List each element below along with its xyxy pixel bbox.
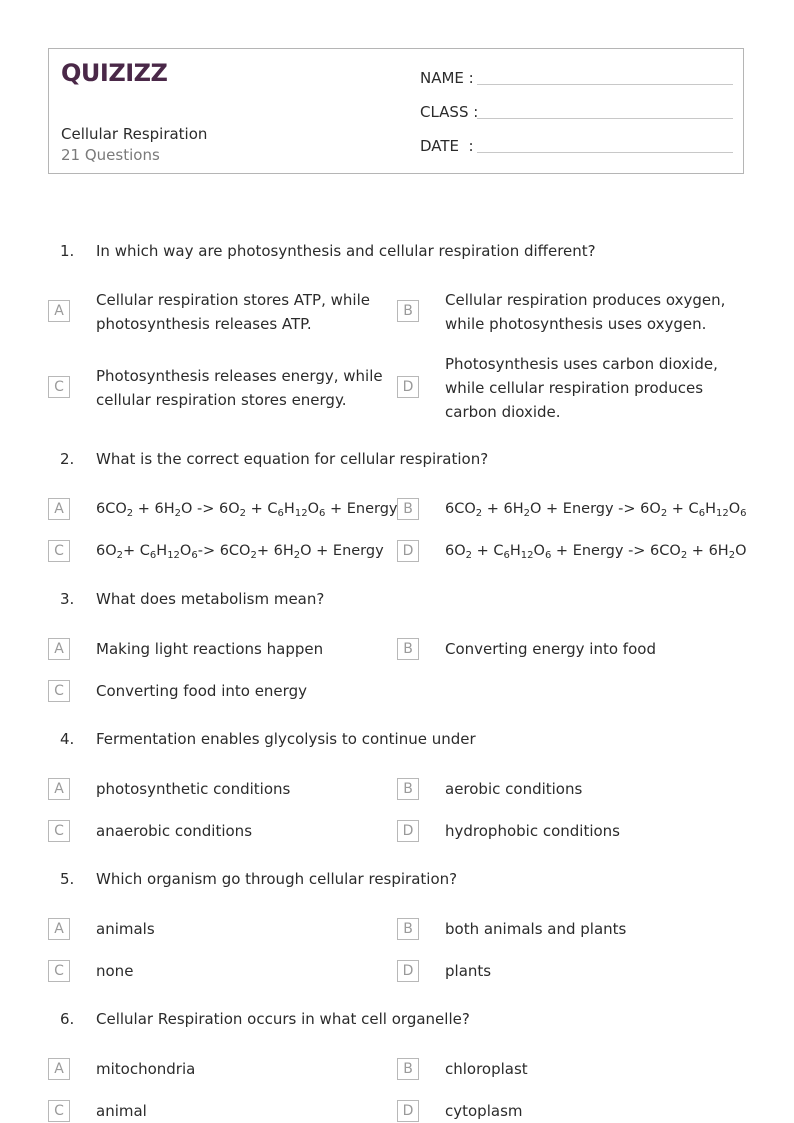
option-text: both animals and plants (445, 920, 627, 938)
subscript: 2 (680, 550, 688, 561)
subscript: 2 (660, 508, 668, 519)
worksheet-title: Cellular Respiration (61, 125, 208, 143)
subscript: 6 (698, 508, 706, 519)
question-number: 6. (60, 1010, 75, 1028)
name-field[interactable] (420, 69, 474, 87)
subscript: 2 (239, 508, 247, 519)
equation-part: O (307, 501, 319, 517)
date-field[interactable] (420, 137, 474, 155)
equation-part: 6O (96, 543, 117, 559)
equation-part: 6CO (96, 501, 127, 517)
subscript: 2 (465, 550, 473, 561)
subscript: 6 (149, 550, 157, 561)
equation-part: O + Energy -> 6O (530, 501, 661, 517)
option-letter-box[interactable]: B (397, 918, 419, 940)
option-text: none (96, 962, 134, 980)
option-letter-box[interactable]: B (397, 778, 419, 800)
question-text: Fermentation enables glycolysis to continue under (96, 730, 476, 748)
subscript: 6 (191, 550, 198, 561)
option-text: photosynthetic conditions (96, 780, 291, 798)
equation-part: H (156, 543, 168, 559)
option-letter-box[interactable]: C (48, 1100, 70, 1122)
equation-part: -> 6CO (197, 543, 251, 559)
equation-part: + Energy -> 6CO (551, 543, 681, 559)
name-line[interactable] (477, 84, 733, 85)
equation-part: 6O (445, 543, 466, 559)
equation-part: + C (246, 501, 278, 517)
equation-part: O (179, 543, 192, 559)
subscript: 2 (250, 550, 257, 561)
question-text: What does metabolism mean? (96, 590, 325, 608)
option-text: anaerobic conditions (96, 822, 253, 840)
equation-part: H (283, 501, 295, 517)
equation-part: H (509, 543, 521, 559)
date-line[interactable] (477, 152, 733, 153)
class-line[interactable] (477, 118, 733, 119)
question-text: Cellular Respiration occurs in what cell organelle? (96, 1010, 470, 1028)
equation-part: 6CO (445, 501, 476, 517)
equation-part: + 6H (133, 501, 175, 517)
option-text: Converting food into energy (96, 682, 307, 700)
option-text: cytoplasm (445, 1102, 523, 1120)
question-count: 21 Questions (61, 146, 160, 164)
subscript: 6 (318, 508, 326, 519)
option-text: Making light reactions happen (96, 640, 324, 658)
option-text: plants (445, 962, 492, 980)
quizizz-logo: QUIZIZZ (61, 59, 168, 87)
equation-part: O (728, 501, 741, 517)
class-field[interactable] (420, 103, 478, 121)
subscript: 12 (294, 508, 308, 519)
option-letter-box[interactable]: C (48, 680, 70, 702)
option-letter-box[interactable]: A (48, 778, 70, 800)
option-letter-box[interactable]: C (48, 820, 70, 842)
date-label: DATE : (420, 137, 474, 155)
name-label: NAME : (420, 69, 474, 87)
question-text: Which organism go through cellular respiration? (96, 870, 458, 888)
option-letter-box[interactable]: D (397, 820, 419, 842)
equation-part: O (735, 543, 747, 559)
subscript: 12 (715, 508, 729, 519)
subscript: 12 (520, 550, 534, 561)
option-text: chloroplast (445, 1060, 528, 1078)
equation-part: H (705, 501, 716, 517)
subscript: 2 (116, 550, 124, 561)
subscript: 6 (277, 508, 284, 519)
option-text: animals (96, 920, 155, 938)
option-letter-box[interactable]: A (48, 1058, 70, 1080)
class-label: CLASS : (420, 103, 479, 121)
equation-part: + 6H (482, 501, 524, 517)
equation-text (96, 497, 396, 521)
option-letter-box[interactable]: A (48, 300, 70, 322)
subscript: 2 (728, 550, 736, 561)
equation-part: + 6H (256, 543, 294, 559)
subscript: 6 (740, 508, 747, 519)
option-letter-box[interactable]: C (48, 540, 70, 562)
equation-part: + C (123, 543, 150, 559)
option-text: Photosynthesis uses carbon dioxide, while cellular respiration produces carbon dioxide. (445, 355, 718, 421)
equation-part: + 6H (687, 543, 729, 559)
subscript: 2 (174, 508, 182, 519)
question-text: In which way are photosynthesis and cellular respiration different? (96, 242, 596, 260)
subscript: 2 (523, 508, 531, 519)
option-letter-box[interactable]: B (397, 300, 419, 322)
equation-part: + C (472, 543, 504, 559)
option-text: Cellular respiration produces oxygen, while photosynthesis uses oxygen. (445, 291, 726, 333)
option-letter-box[interactable]: D (397, 1100, 419, 1122)
option-letter-box[interactable]: B (397, 638, 419, 660)
equation-part: O + Energy (300, 543, 384, 559)
option-text: animal (96, 1102, 147, 1120)
option-letter-box[interactable]: A (48, 918, 70, 940)
question-number: 1. (60, 242, 75, 260)
option-text: Cellular respiration stores ATP, while photosynthesis releases ATP. (96, 291, 370, 333)
subscript: 2 (293, 550, 301, 561)
equation-text (96, 539, 396, 563)
subscript: 2 (126, 508, 134, 519)
option-letter-box[interactable]: C (48, 960, 70, 982)
question-number: 4. (60, 730, 75, 748)
subscript: 2 (475, 508, 483, 519)
option-text: hydrophobic conditions (445, 822, 620, 840)
subscript: 6 (544, 550, 552, 561)
equation-part: O (533, 543, 545, 559)
equation-part: O -> 6O (181, 501, 240, 517)
option-text: Photosynthesis releases energy, while cellular respiration stores energy. (96, 367, 383, 409)
option-letter-box[interactable]: A (48, 638, 70, 660)
subscript: 6 (503, 550, 510, 561)
equation-text (445, 497, 745, 521)
question-number: 2. (60, 450, 75, 468)
option-letter-box[interactable]: D (397, 540, 419, 562)
equation-part: + Energy (325, 501, 398, 517)
question-text: What is the correct equation for cellular respiration? (96, 450, 489, 468)
equation-part: + C (667, 501, 699, 517)
worksheet-header (48, 48, 744, 174)
option-text: aerobic conditions (445, 780, 583, 798)
option-letter-box[interactable]: A (48, 498, 70, 520)
equation-text (445, 539, 745, 563)
option-letter-box[interactable]: D (397, 960, 419, 982)
option-text: Converting energy into food (445, 640, 656, 658)
option-letter-box[interactable]: C (48, 376, 70, 398)
question-number: 5. (60, 870, 75, 888)
option-letter-box[interactable]: D (397, 376, 419, 398)
question-number: 3. (60, 590, 75, 608)
option-text: mitochondria (96, 1060, 196, 1078)
option-letter-box[interactable]: B (397, 498, 419, 520)
subscript: 12 (167, 550, 180, 561)
option-letter-box[interactable]: B (397, 1058, 419, 1080)
